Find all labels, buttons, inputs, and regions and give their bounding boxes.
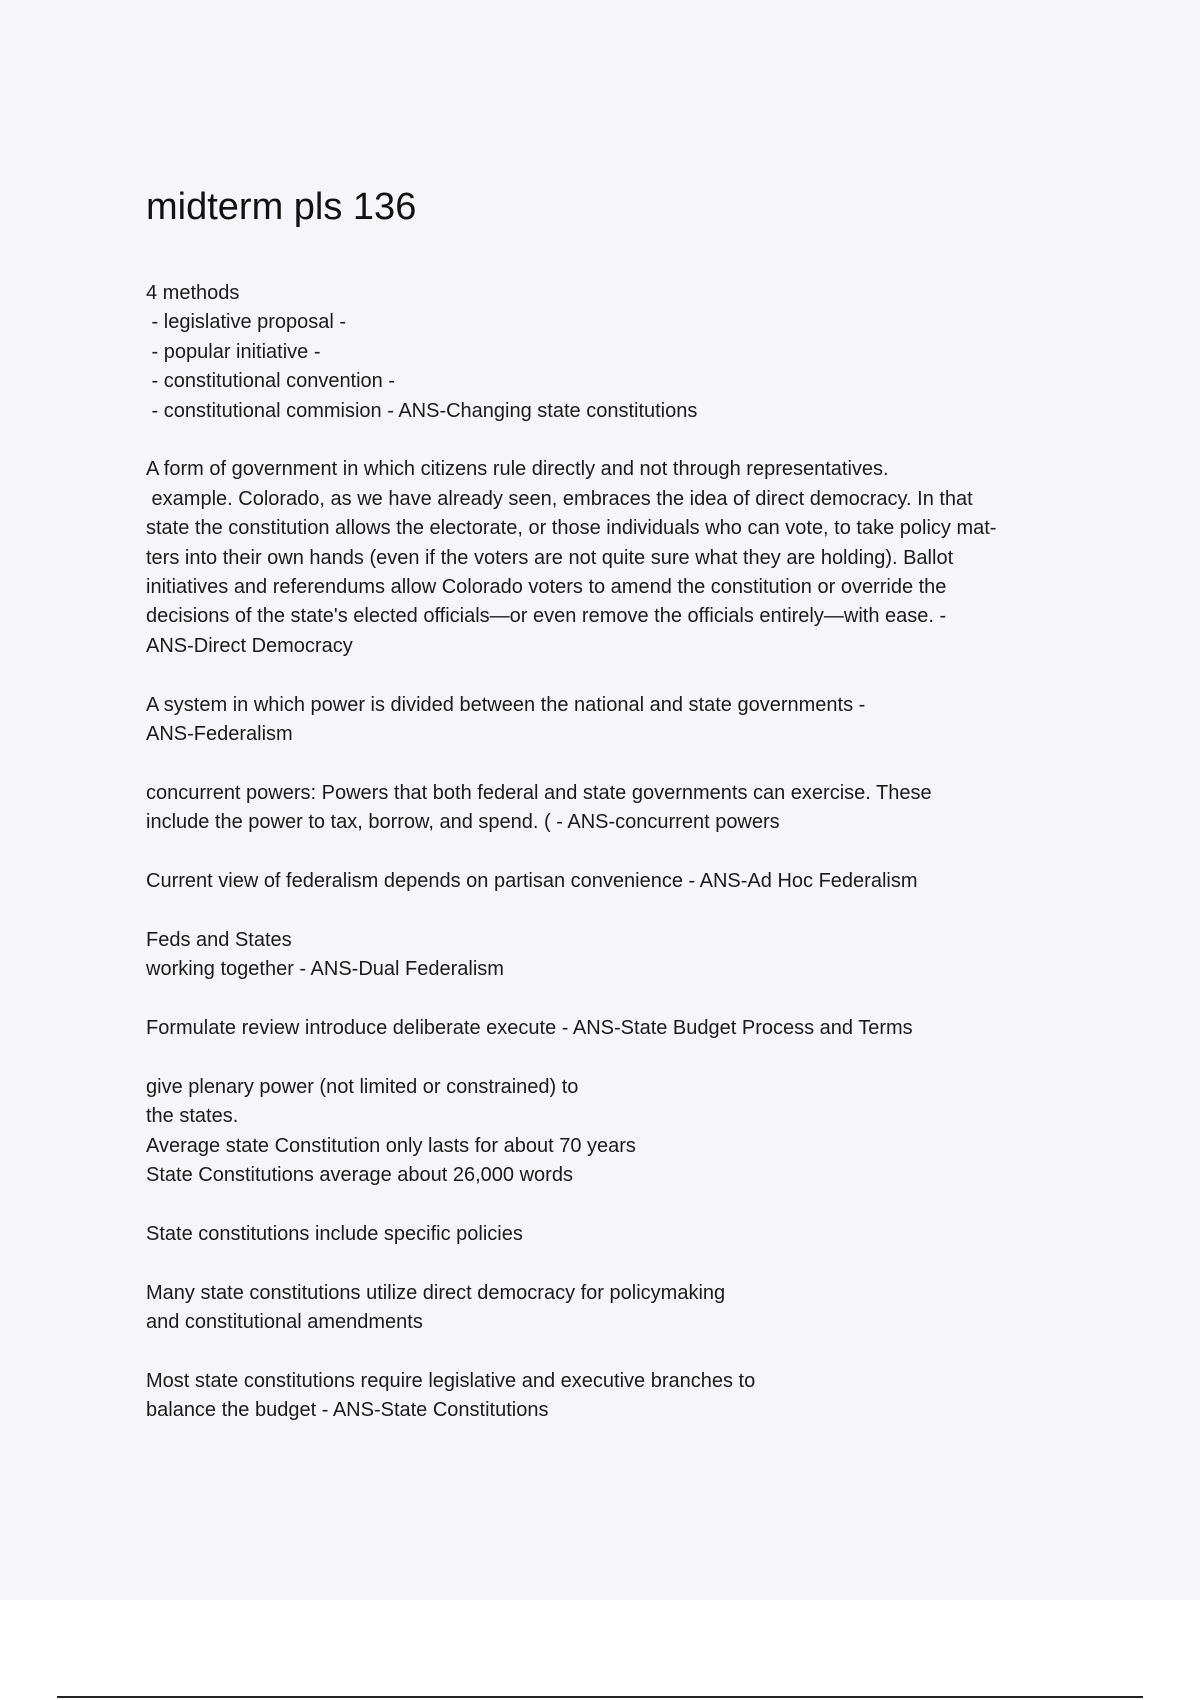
entry-state-budget-process: [146, 1014, 1106, 1043]
text-line: ters into their own hands (even if the voters are not quite sure what they are holding). Ballot: [146, 546, 954, 569]
text-line: Most state constitutions require legislative and executive branches to: [146, 1369, 756, 1392]
text-line: concurrent powers: Powers that both federal and state governments can exercise. These: [146, 781, 932, 804]
text-line: example. Colorado, as we have already seen, embraces the idea of direct democracy. In that: [146, 487, 973, 510]
entry-direct-democracy: [146, 455, 1106, 661]
text-line: and constitutional amendments: [146, 1311, 423, 1334]
text-line: initiatives and referendums allow Colorado voters to amend the constitution or override the: [146, 576, 947, 599]
entry-state-constitutions: [146, 1367, 1106, 1426]
entry-direct-democracy-policymaking: [146, 1279, 1106, 1338]
text-line: give plenary power (not limited or constrained) to: [146, 1075, 579, 1098]
text-line: state the constitution allows the electorate, or those individuals who can vote, to take policy mat-: [146, 517, 997, 540]
text-line: - constitutional commision - ANS-Changing state constitutions: [146, 399, 698, 422]
text-line: include the power to tax, borrow, and spend. ( - ANS-concurrent powers: [146, 811, 780, 834]
text-line: - popular initiative -: [146, 340, 321, 363]
text-line: - legislative proposal -: [146, 311, 347, 334]
entry-plenary-power: [146, 1073, 1106, 1191]
text-line: the states.: [146, 1105, 239, 1128]
text-line: decisions of the state's elected officials—or even remove the officials entirely—with ease. -: [146, 605, 947, 628]
text-line: balance the budget - ANS-State Constitutions: [146, 1399, 549, 1422]
text-line: Many state constitutions utilize direct democracy for policymaking: [146, 1281, 726, 1304]
entry-federalism: [146, 691, 1106, 750]
text-line: A form of government in which citizens rule directly and not through representatives.: [146, 458, 889, 481]
text-line: Current view of federalism depends on partisan convenience - ANS-Ad Hoc Federalism: [146, 870, 918, 893]
entry-dual-federalism: [146, 926, 1106, 985]
text-line: A system in which power is divided between the national and state governments -: [146, 693, 866, 716]
text-line: Feds and States: [146, 928, 292, 951]
text-line: State constitutions include specific policies: [146, 1222, 523, 1245]
text-line: ANS-Direct Democracy: [146, 634, 353, 657]
entry-changing-state-constitutions: [146, 279, 1106, 426]
text-line: Formulate review introduce deliberate execute - ANS-State Budget Process and Terms: [146, 1017, 913, 1040]
document-title: midterm pls 136: [146, 186, 417, 228]
document-body: [146, 279, 1106, 1455]
entry-concurrent-powers: [146, 779, 1106, 838]
text-line: State Constitutions average about 26,000 words: [146, 1164, 573, 1187]
text-line: - constitutional convention -: [146, 370, 396, 393]
text-line: 4 methods: [146, 282, 240, 304]
entry-specific-policies: [146, 1220, 1106, 1249]
entry-ad-hoc-federalism: [146, 867, 1106, 896]
text-line: working together - ANS-Dual Federalism: [146, 958, 504, 981]
footer-divider: [57, 1696, 1143, 1698]
text-line: ANS-Federalism: [146, 723, 293, 746]
text-line: Average state Constitution only lasts for about 70 years: [146, 1134, 636, 1157]
